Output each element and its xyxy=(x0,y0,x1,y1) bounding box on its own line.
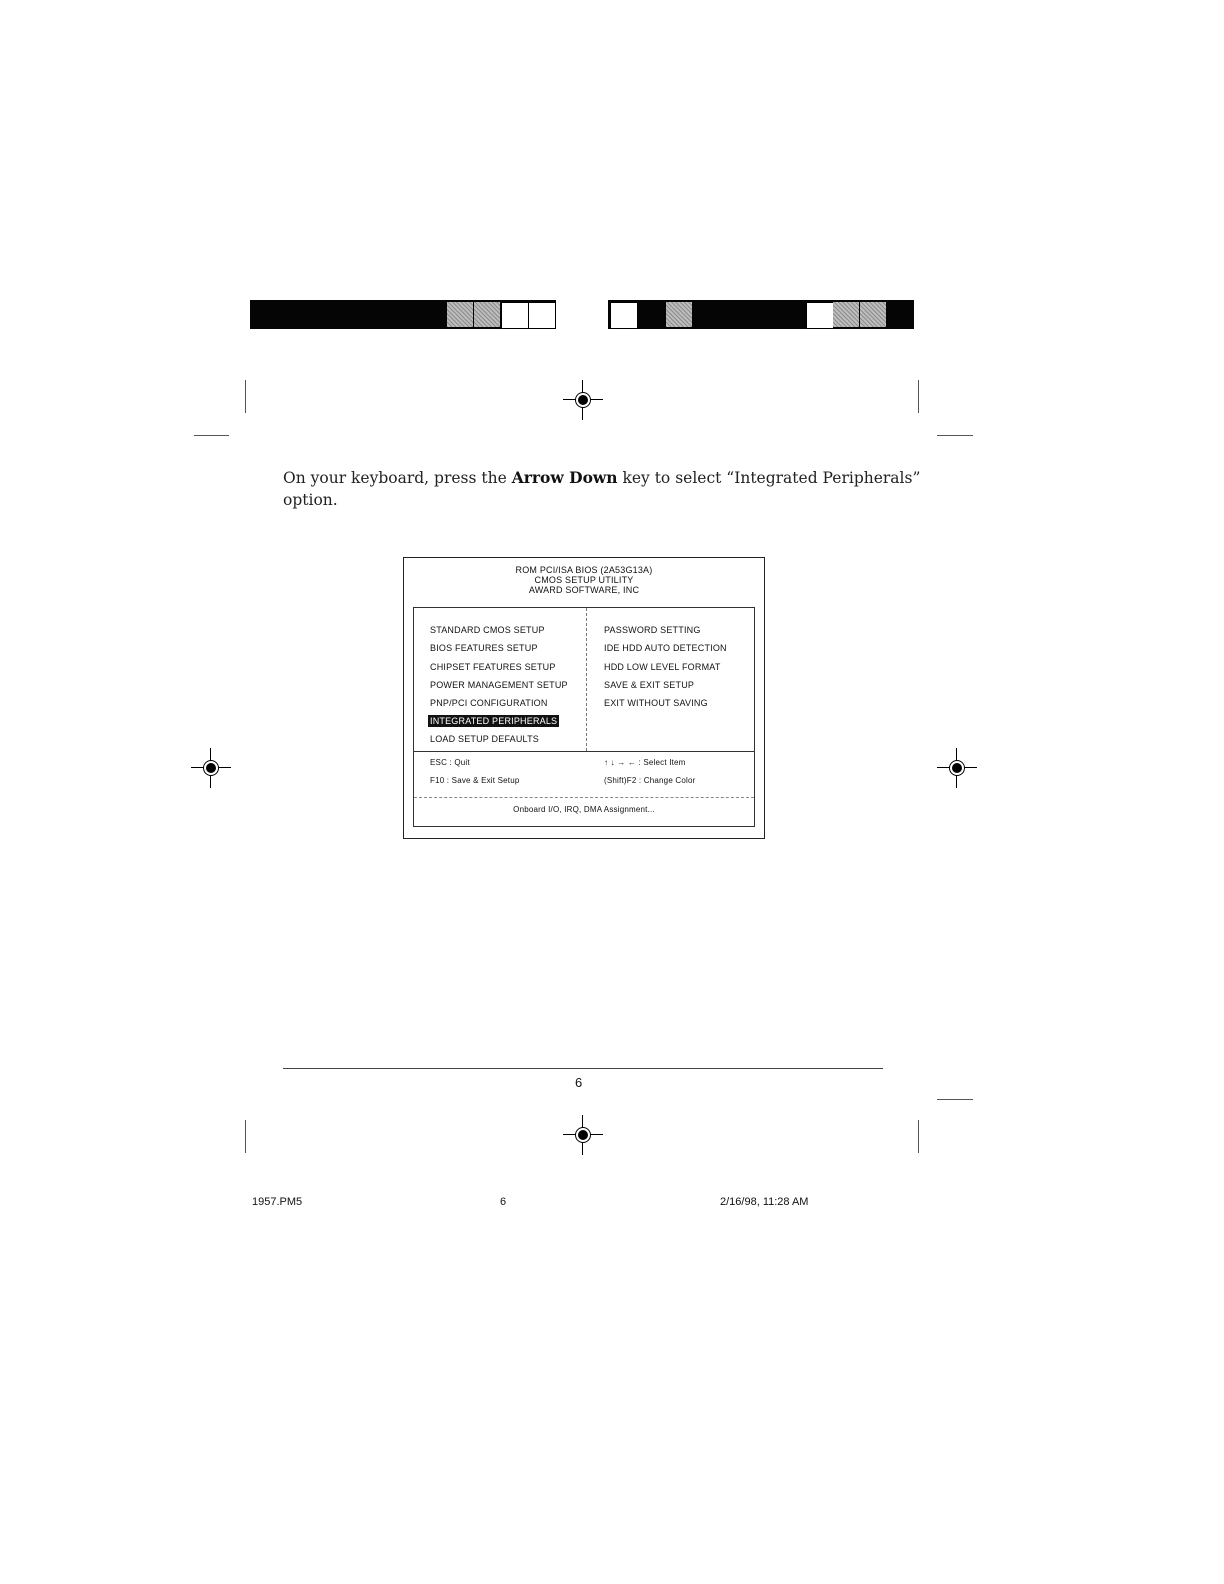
page-rule xyxy=(283,1068,883,1069)
white-swatch xyxy=(528,302,556,329)
menu-item-chipset-features[interactable]: CHIPSET FEATURES SETUP xyxy=(430,661,556,672)
right-menu xyxy=(604,621,727,712)
page-number: 6 xyxy=(575,1075,583,1090)
bios-header xyxy=(404,565,764,595)
registration-mark-icon xyxy=(191,748,231,788)
key-help-right xyxy=(604,754,696,790)
grey-swatch xyxy=(447,302,473,327)
menu-item-password[interactable]: PASSWORD SETTING xyxy=(604,625,701,635)
bios-vendor: AWARD SOFTWARE, INC xyxy=(528,585,640,595)
crop-mark xyxy=(918,380,919,413)
crop-mark xyxy=(194,435,229,436)
bios-subtitle: CMOS SETUP UTILITY xyxy=(534,575,634,585)
bios-setup-screen xyxy=(403,557,765,839)
white-swatch xyxy=(610,302,638,329)
white-swatch xyxy=(806,302,834,329)
key-shift-f2-help: (Shift)F2 : Change Color xyxy=(604,776,696,785)
registration-mark-icon xyxy=(563,1115,603,1155)
menu-item-ide-auto-detection[interactable]: IDE HDD AUTO DETECTION xyxy=(604,643,727,654)
instruction-text: On your keyboard, press the Arrow Down key to select “Integrated Peripherals” option. xyxy=(283,468,921,509)
divider xyxy=(414,797,754,798)
menu-item-power-management[interactable]: POWER MANAGEMENT SETUP xyxy=(430,679,568,690)
divider xyxy=(414,751,754,752)
crop-mark xyxy=(918,1120,919,1153)
grey-swatch xyxy=(860,302,886,327)
key-help-left xyxy=(430,754,520,790)
key-name: Arrow Down xyxy=(511,468,618,487)
menu-item-exit-without-saving[interactable]: EXIT WITHOUT SAVING xyxy=(604,698,708,709)
footer-file: 1957.PM5 xyxy=(252,1196,303,1208)
menu-item-bios-features[interactable]: BIOS FEATURES SETUP xyxy=(430,643,538,654)
grey-swatch xyxy=(474,302,500,327)
bios-menu-panel xyxy=(413,607,755,827)
key-f10-help: F10 : Save & Exit Setup xyxy=(430,776,520,785)
bios-title: ROM PCI/ISA BIOS (2A53G13A) xyxy=(515,565,653,575)
menu-item-pnp-pci[interactable]: PNP/PCI CONFIGURATION xyxy=(430,698,548,709)
grey-swatch xyxy=(833,302,859,327)
grey-swatch xyxy=(666,302,692,327)
footer-page: 6 xyxy=(500,1196,507,1208)
registration-mark-icon xyxy=(937,748,977,788)
crop-mark xyxy=(937,435,973,436)
footer-datetime: 2/16/98, 11:28 AM xyxy=(720,1196,809,1208)
menu-item-hdd-format[interactable]: HDD LOW LEVEL FORMAT xyxy=(604,661,721,672)
status-line: Onboard I/O, IRQ, DMA Assignment... xyxy=(513,805,655,814)
registration-mark-icon xyxy=(563,380,603,420)
column-divider xyxy=(586,608,588,751)
key-esc-help: ESC : Quit xyxy=(430,758,470,767)
key-arrows-help: ↑ ↓ → ← : Select Item xyxy=(604,758,686,767)
crop-mark xyxy=(937,1099,973,1100)
menu-item-load-defaults[interactable]: LOAD SETUP DEFAULTS xyxy=(430,734,539,745)
crop-mark xyxy=(245,1120,246,1153)
menu-item-standard-cmos[interactable]: STANDARD CMOS SETUP xyxy=(430,625,545,635)
menu-item-integrated-peripherals[interactable]: INTEGRATED PERIPHERALS xyxy=(430,716,558,727)
menu-item-save-exit[interactable]: SAVE & EXIT SETUP xyxy=(604,679,695,690)
left-menu xyxy=(430,621,568,749)
white-swatch xyxy=(501,302,529,329)
crop-mark xyxy=(245,380,246,413)
